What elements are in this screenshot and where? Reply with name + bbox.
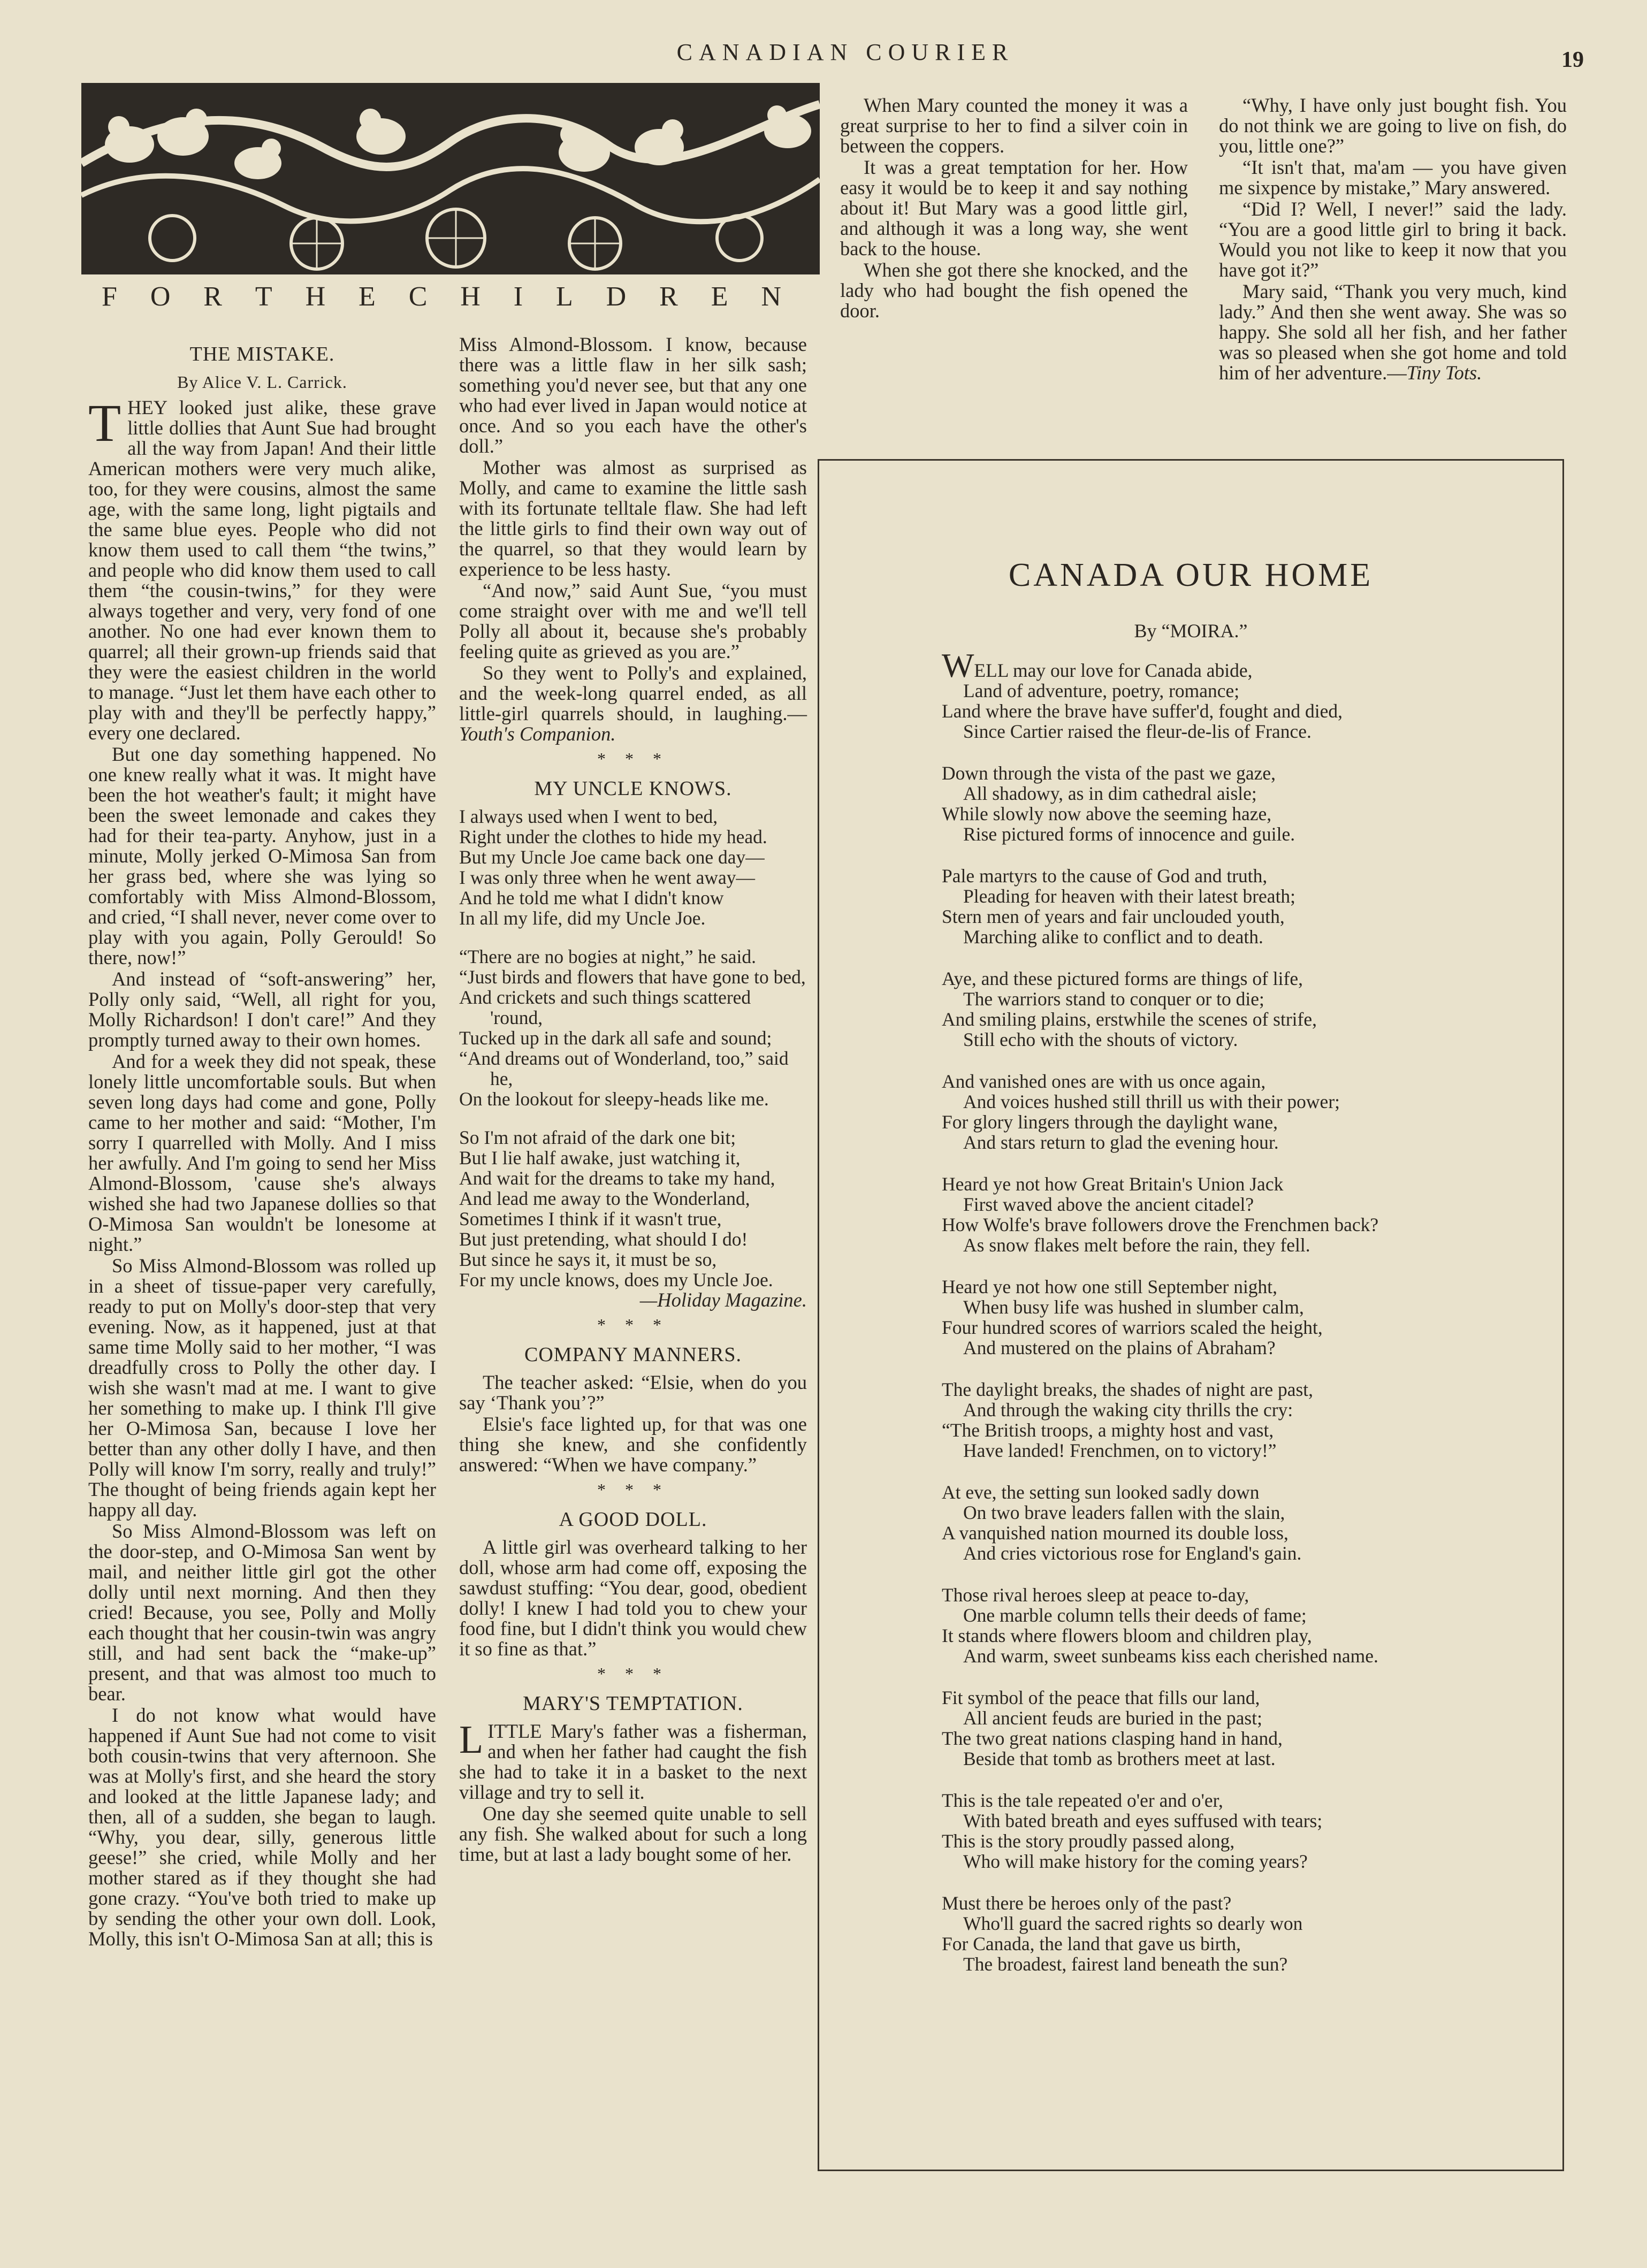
poem-line: Marching alike to conflict and to death. (963, 926, 1263, 948)
poem-line: This is the tale repeated o'er and o'er, (942, 1790, 1223, 1811)
poem-line: In all my life, did my Uncle Joe. (459, 907, 706, 929)
poem-line: First waved above the ancient citadel? (963, 1194, 1254, 1215)
stanza-gap (942, 1152, 1498, 1174)
stanza-gap (942, 742, 1498, 763)
uncle-title: MY UNCLE KNOWS. (534, 777, 732, 800)
poem-body (942, 646, 1498, 1975)
poem-line: And wait for the dreams to take my hand, (459, 1167, 775, 1189)
temptation-source: Tiny Tots. (1406, 362, 1482, 384)
poem-line: With bated breath and eyes suffused with tears; (963, 1810, 1323, 1831)
temptation-paragraph: “Why, I have only just bought fish. You do not think we are going to live on fish, do you, little one?” (1219, 94, 1567, 157)
poem-line: “Just birds and flowers that have gone to bed, (459, 966, 806, 988)
doll-paragraph: A little girl was overheard talking to her doll, whose arm had come off, exposing the sawdust stuffing: “You dear, good, obedient dolly! I knew I had told you to chew your food fine, but I didn't think you would chew it so fine as that.” (459, 1536, 807, 1660)
poem-line: And lead me away to the Wonderland, (459, 1188, 750, 1209)
poem-line: I always used when I went to bed, (459, 806, 718, 827)
poem-line: How Wolfe's brave followers drove the Frenchmen back? (942, 1214, 1379, 1235)
mistake-title: THE MISTAKE. (189, 343, 335, 365)
section-title-letter: R (203, 281, 254, 312)
stanza-gap (942, 1461, 1498, 1482)
section-title-letter: E (359, 281, 408, 312)
section-title-letter: F (102, 281, 149, 312)
poem-line: Still echo with the shouts of victory. (963, 1029, 1238, 1050)
stanza-gap (942, 1358, 1498, 1379)
column-3 (840, 95, 1188, 322)
poem-line: And smiling plains, erstwhile the scenes of strife, (942, 1009, 1317, 1030)
poem-line: “The British troops, a mighty host and vast, (942, 1419, 1274, 1441)
poem-line: All ancient feuds are buried in the past; (963, 1707, 1262, 1729)
section-title-letter: L (556, 281, 605, 312)
poem-line: On the lookout for sleepy-heads like me. (459, 1088, 769, 1110)
mistake-paragraph: So Miss Almond-Blossom was left on the door-step, and O-Mimosa San went by mail, and neither little girl got the other dolly until next morning. And then they cried! Because, you see, Polly and Molly each thought that her cousin-twin was angry still, and had sent back the “make-up” present, and that was almost too much to bear. (88, 1520, 436, 1705)
masthead: CANADIAN COURIER (676, 39, 1015, 65)
drop-cap: W (942, 646, 974, 684)
page-number: 19 (1561, 48, 1584, 72)
poem-line: All shadowy, as in dim cathedral aisle; (963, 783, 1257, 804)
poem-line: It stands where flowers bloom and children play, (942, 1625, 1312, 1646)
section-title-letter: H (305, 281, 358, 312)
section-title-letter: O (150, 281, 203, 312)
drop-cap: T (88, 393, 121, 453)
section-title-letter: R (659, 281, 710, 312)
poem-line: As snow flakes melt before the rain, they fell. (963, 1234, 1310, 1256)
mistake-byline: By Alice V. L. Carrick. (177, 372, 347, 392)
temptation-paragraph: “Did I? Well, I never!” said the lady. “You are a good little girl to bring it back. Would you not like to keep it now that you have got it?” (1219, 198, 1567, 281)
mistake-paragraph: Mother was almost as surprised as Molly, and came to examine the little sash with its fortunate telltale flaw. She had left the little girls to find their own way out of the quarrel, so that they would learn by experience to be less hasty. (459, 456, 807, 580)
uncle-poem (459, 806, 807, 1290)
section-title-letter: E (711, 281, 760, 312)
manners-title: COMPANY MANNERS. (524, 1343, 742, 1366)
stanza-gap (942, 1769, 1498, 1790)
poem-line: Stern men of years and fair unclouded youth, (942, 906, 1285, 927)
stanza-gap (942, 947, 1498, 968)
temptation-paragraph: When she got there she knocked, and the lady who had bought the fish opened the door. (840, 259, 1188, 322)
mistake-source: Youth's Companion. (459, 723, 616, 745)
poem-line: Since Cartier raised the fleur-de-lis of France. (963, 721, 1312, 742)
temptation-paragraph: Mary said, “Thank you very much, kind lady.” And then she went away. She was so happy. She sold all her fish, and her father was so pleased when she got home and told him of her adventure.—Tiny Tots. (1219, 280, 1567, 384)
poem-line: “There are no bogies at night,” he said. (459, 946, 756, 967)
poem-line: Heard ye not how one still September night, (942, 1276, 1278, 1297)
poem-line: Down through the vista of the past we gaze, (942, 762, 1276, 784)
poem-line: This is the story proudly passed along, (942, 1830, 1235, 1852)
poem-line: But since he says it, it must be so, (459, 1249, 717, 1270)
section-title-letter: C (408, 281, 460, 312)
temptation-paragraph: LITTLE Mary's father was a fisherman, and when her father had caught the fish she had to take it in a basket to the next village and try to sell it. (459, 1718, 807, 1803)
poem-line: Those rival heroes sleep at peace to-day, (942, 1584, 1249, 1606)
poem-line: And voices hushed still thrill us with their power; (963, 1091, 1340, 1112)
stanza-gap (942, 1255, 1498, 1277)
mistake-paragraph: And instead of “soft-answering” her, Polly only said, “Well, all right for you, Molly Richardson! I don't care!” And they promptly turned away to their own homes. (88, 968, 436, 1051)
stanza-gap (942, 1666, 1498, 1687)
separator-stars: * * * (597, 1664, 669, 1683)
temptation-paragraph: One day she seemed quite unable to sell any fish. She walked about for such a long time, but at last a lady bought some of her. (459, 1803, 807, 1865)
stanza-gap (459, 1109, 807, 1127)
stanza-gap (942, 844, 1498, 866)
poem-line: Pale martyrs to the cause of God and truth, (942, 865, 1268, 887)
poem-line: While slowly now above the seeming haze, (942, 803, 1272, 824)
mistake-paragraph: “And now,” said Aunt Sue, “you must come straight over with me and we'll tell Polly all about it, because she's probably feeling quite as grieved as you are.” (459, 579, 807, 662)
separator-stars: * * * (597, 1480, 669, 1499)
poem-line: Who will make history for the coming years? (963, 1851, 1308, 1872)
poem-line: But I lie half awake, just watching it, (459, 1147, 741, 1169)
poem-byline: By “MOIRA.” (1134, 620, 1248, 642)
poem-line: Have landed! Frenchmen, on to victory!” (963, 1440, 1277, 1461)
section-title-letter: N (761, 281, 813, 312)
temptation-title: MARY'S TEMPTATION. (523, 1692, 743, 1715)
poem-line: A vanquished nation mourned its double loss, (942, 1522, 1288, 1544)
section-title-letter: I (513, 281, 555, 312)
separator-stars: * * * (597, 749, 669, 768)
poem-line: And cries victorious rose for England's gain. (963, 1542, 1302, 1564)
poem-line: Rise pictured forms of innocence and guile. (963, 823, 1295, 845)
poem-line: So I'm not afraid of the dark one bit; (459, 1127, 736, 1148)
temptation-paragraph: It was a great temptation for her. How easy it would be to keep it and say nothing about it! But Mary was a good little girl, and although it was a long way, she went back to the house. (840, 156, 1188, 259)
column-1 (88, 334, 436, 1950)
section-title-letter: D (606, 281, 659, 312)
column-4 (1219, 95, 1567, 384)
poem-title: CANADA OUR HOME (1008, 557, 1374, 593)
manners-paragraph: The teacher asked: “Elsie, when do you say ‘Thank you’?” (459, 1371, 807, 1414)
column-2 (459, 334, 807, 1866)
poem-line: But just pretending, what should I do! (459, 1228, 748, 1250)
mistake-paragraph: So they went to Polly's and explained, and the week-long quarrel ended, as all little-girl quarrels should, in laughing.—Youth's Companion. (459, 662, 807, 745)
temptation-paragraph: “It isn't that, ma'am — you have given me sixpence by mistake,” Mary answered. (1219, 156, 1567, 198)
poem-line: On two brave leaders fallen with the slain, (963, 1502, 1285, 1523)
manners-paragraph: Elsie's face lighted up, for that was one thing she knew, and she confidently answered: “When we have company.” (459, 1413, 807, 1476)
mistake-paragraph: Miss Almond-Blossom. I know, because there was a little flaw in her silk sash; something you'd never see, but that any one who had ever lived in Japan would notice at once. And so you each have the other's doll.” (459, 333, 807, 457)
poem-line: Must there be heroes only of the past? (942, 1892, 1232, 1914)
poem-line: The broadest, fairest land beneath the sun? (963, 1953, 1288, 1975)
section-title (102, 281, 813, 312)
poem-line: Pleading for heaven with their latest breath; (963, 885, 1296, 907)
poem-line: Heard ye not how Great Britain's Union Jack (942, 1173, 1284, 1195)
poem-line: Aye, and these pictured forms are things of life, (942, 968, 1303, 989)
poem-line: And vanished ones are with us once again, (942, 1071, 1266, 1092)
mistake-paragraph: I do not know what would have happened if Aunt Sue had not come to visit both cousin-twins that very afternoon. She was at Molly's first, and she heard the story and looked at the little Japanese lady; and then, all of a sudden, she began to laugh. “Why, you dear, silly, generous little geese!” she cried, while Molly and her mother stared as if they thought she had gone crazy. “You've both tried to make up by sending the other your own doll. Look, Molly, this isn't O-Mimosa San at all; this is (88, 1704, 436, 1950)
separator-stars: * * * (597, 1315, 669, 1334)
poem-line: Tucked up in the dark all safe and sound; (459, 1027, 772, 1049)
poem-line: Who'll guard the sacred rights so dearly won (963, 1913, 1303, 1934)
poem-line: Sometimes I think if it wasn't true, (459, 1208, 722, 1230)
mistake-paragraph: THEY looked just alike, these grave little dollies that Aunt Sue had brought all the way from Japan! And their little American mothers were very much alike, too, for they were cousins, almost the same age, with the same long, light pigtails and the same blue eyes. People who did not know them used to call them “the twins,” and people who did know them used to call them “the cousin-twins,” for they were always together and very, very fond of one another. No one had ever known them to quarrel; all their grown-up friends said that they were the easiest children in the world to manage. “Just let them have each other to play with and they'll be perfectly happy,” every one declared. (88, 393, 436, 744)
stanza-gap (942, 1050, 1498, 1071)
mistake-paragraph: So Miss Almond-Blossom was rolled up in a sheet of tissue-paper very carefully, ready to put on Molly's door-step that very evening. Now, as it happened, just at that same time Molly said to her mother, “I was dreadfully cross to Polly the other day. I wish she wasn't mad at me. I want to give her something to make up. I think I'll give her O-Mimosa San, because I love her better than any other dolly I have, and then Polly will know I'm sorry, really and truly!” The thought of being friends again kept her happy all day. (88, 1255, 436, 1521)
poem-line: WELL may our love for Canada abide, (942, 646, 1253, 684)
poem-line: “And dreams out of Wonderland, too,” said he, (459, 1048, 789, 1089)
poem-line: The daylight breaks, the shades of night are past, (942, 1379, 1314, 1400)
drop-cap: L (459, 1718, 484, 1762)
poem-line: One marble column tells their deeds of fame; (963, 1605, 1307, 1626)
poem-line: Beside that tomb as brothers meet at last. (963, 1748, 1276, 1769)
stanza-gap (459, 928, 807, 946)
poem-line: But my Uncle Joe came back one day— (459, 846, 765, 868)
poem-line: For glory lingers through the daylight wane, (942, 1111, 1278, 1133)
poem-line: Fit symbol of the peace that fills our land, (942, 1687, 1260, 1708)
poem-line: For Canada, the land that gave us birth, (942, 1933, 1241, 1954)
temptation-paragraph: When Mary counted the money it was a great surprise to her to find a silver coin in between the coppers. (840, 94, 1188, 157)
doll-title: A GOOD DOLL. (559, 1508, 707, 1531)
poem-line: At eve, the setting sun looked sadly down (942, 1482, 1260, 1503)
poem-line: And mustered on the plains of Abraham? (963, 1337, 1276, 1358)
poem-line: And stars return to glad the evening hour. (963, 1132, 1279, 1153)
poem-line: The two great nations clasping hand in hand, (942, 1728, 1283, 1749)
poem-line: And he told me what I didn't know (459, 887, 724, 908)
poem-line: Land of adventure, poetry, romance; (963, 680, 1240, 701)
mistake-paragraph: And for a week they did not speak, these lonely little uncomfortable souls. But when seven long days had come and gone, Polly came to her mother and said: “Mother, I'm sorry I quarrelled with Molly. And I miss her awfully. And I'm going to send her Miss Almond-Blossom, 'cause she's always wished she had two Japanese dollies so that O-Mimosa San wouldn't be lonesome at night.” (88, 1050, 436, 1255)
section-title-letter: T (255, 281, 304, 312)
poem-line: When busy life was hushed in slumber calm, (963, 1296, 1304, 1318)
uncle-source: —Holiday Magazine. (639, 1289, 807, 1311)
birds-banner-illustration (81, 83, 820, 274)
poem-line: And warm, sweet sunbeams kiss each cherished name. (963, 1645, 1378, 1667)
stanza-gap (942, 1563, 1498, 1585)
mistake-paragraph: But one day something happened. No one knew really what it was. It might have been the hot weather's fault; it might have been the sweet lemonade and cakes they had for their tea-party. Anyhow, just in a minute, Molly jerked O-Mimosa San from her grass bed, where she was lying so comfortably with Miss Almond-Blossom, and cried, “I shall never, never come over to play with you again, Polly Gerould! So there, now!” (88, 743, 436, 968)
stanza-gap (942, 1872, 1498, 1893)
poem-line: The warriors stand to conquer or to die; (963, 988, 1264, 1010)
poem-line: And through the waking city thrills the cry: (963, 1399, 1293, 1421)
poem-line: Land where the brave have suffer'd, fought and died, (942, 700, 1343, 722)
poem-line: Right under the clothes to hide my head. (459, 826, 767, 847)
poem-line: I was only three when he went away— (459, 867, 756, 888)
poem-line: Four hundred scores of warriors scaled the height, (942, 1317, 1323, 1338)
poem-line: And crickets and such things scattered 'round, (459, 987, 751, 1028)
poem-line: For my uncle knows, does my Uncle Joe. (459, 1269, 773, 1290)
section-title-letter: H (460, 281, 513, 312)
